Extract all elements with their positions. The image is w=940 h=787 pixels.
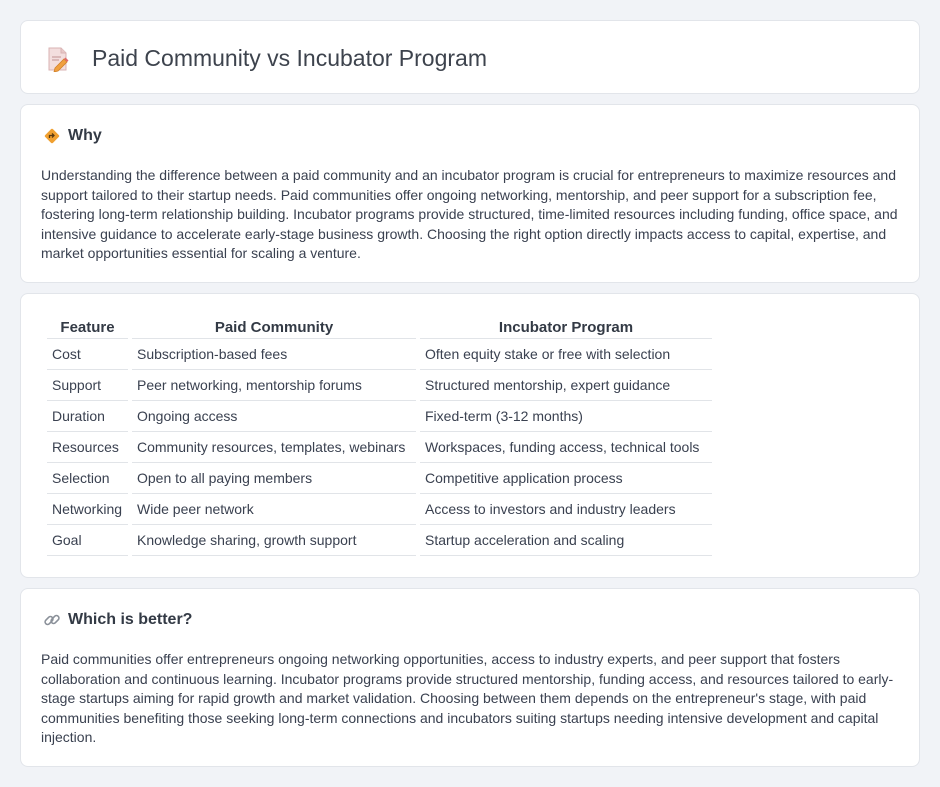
which-is-better-section [20, 588, 920, 767]
link-icon [43, 611, 61, 629]
cell-feature: Cost [47, 339, 128, 370]
better-title: Which is better? [68, 611, 193, 628]
title-row [46, 45, 487, 72]
col-header-feature: Feature [47, 314, 128, 339]
cell-incubator-program: Access to investors and industry leaders [420, 494, 712, 525]
why-body: Understanding the difference between a paid community and an incubator program is crucial for entrepreneurs to maximize resources and support tailored to their startup needs. Paid communities offer ongoing networking, mentorship, and peer support for a subscription fee, fostering long-term relationship building. Incubator programs provide structured, time-limited resources including funding, office space, and intensive guidance to accelerate early-stage business growth. Choosing the right option directly impacts access to capital, expertise, and market opportunities essential for scaling a venture. [41, 167, 898, 262]
comparison-section [20, 293, 920, 578]
col-header-incubator-program: Incubator Program [420, 314, 712, 339]
table-row [47, 525, 712, 556]
diamond-signal-icon [43, 127, 61, 145]
col-header-paid-community: Paid Community [132, 314, 416, 339]
document-pencil-icon [46, 46, 70, 72]
cell-feature: Duration [47, 401, 128, 432]
cell-paid-community: Open to all paying members [132, 463, 416, 494]
cell-paid-community: Peer networking, mentorship forums [132, 370, 416, 401]
comparison-table [43, 314, 716, 556]
cell-feature: Support [47, 370, 128, 401]
table-row [47, 463, 712, 494]
cell-incubator-program: Structured mentorship, expert guidance [420, 370, 712, 401]
cell-feature: Selection [47, 463, 128, 494]
cell-incubator-program: Workspaces, funding access, technical tools [420, 432, 712, 463]
better-body: Paid communities offer entrepreneurs ongoing networking opportunities, access to industry experts, and peer support that fosters collaboration and continuous learning. Incubator programs provide structured mentorship, funding access, and resources tailored to early-stage startups aiming for rapid growth and market validation. Choosing between them depends on the entrepreneur's stage, with paid communities benefiting those seeking long-term connections and incubators suiting startups needing intensive development and capital injection. [41, 651, 894, 746]
cell-feature: Resources [47, 432, 128, 463]
cell-paid-community: Subscription-based fees [132, 339, 416, 370]
cell-paid-community: Ongoing access [132, 401, 416, 432]
cell-paid-community: Wide peer network [132, 494, 416, 525]
cell-incubator-program: Fixed-term (3-12 months) [420, 401, 712, 432]
cell-feature: Networking [47, 494, 128, 525]
table-row [47, 432, 712, 463]
cell-incubator-program: Competitive application process [420, 463, 712, 494]
cell-feature: Goal [47, 525, 128, 556]
page-title: Paid Community vs Incubator Program [92, 45, 487, 71]
cell-paid-community: Community resources, templates, webinars [132, 432, 416, 463]
why-title: Why [68, 127, 102, 144]
table-row [47, 339, 712, 370]
cell-incubator-program: Startup acceleration and scaling [420, 525, 712, 556]
better-heading [43, 611, 192, 629]
header-card [20, 20, 920, 94]
table-row [47, 401, 712, 432]
table-row [47, 370, 712, 401]
why-heading [43, 127, 102, 145]
cell-incubator-program: Often equity stake or free with selection [420, 339, 712, 370]
table-header-row [47, 314, 712, 339]
table-row [47, 494, 712, 525]
cell-paid-community: Knowledge sharing, growth support [132, 525, 416, 556]
why-section [20, 104, 920, 283]
